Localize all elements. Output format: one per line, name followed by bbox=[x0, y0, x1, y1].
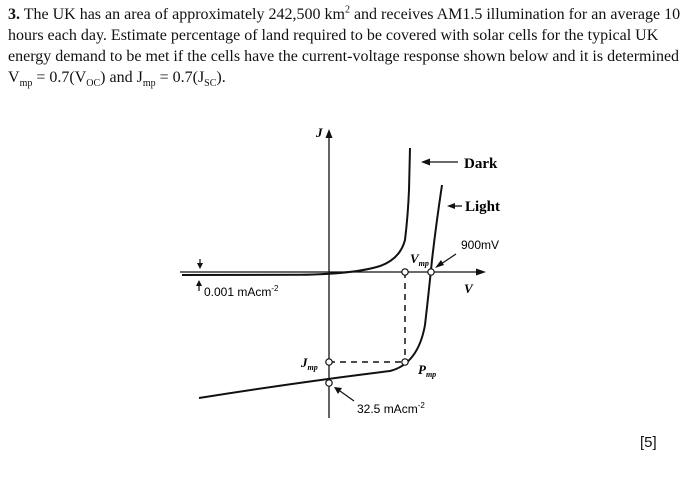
km-exponent: 2 bbox=[344, 4, 350, 16]
question-part-2: and receives AM1.5 illumination for an average 10 hours each day. Estimate percentage of land required to be covered with solar cells for the typical UK energy demand to be met if the cells have the current-voltage response shown below and it is determined V bbox=[8, 6, 681, 86]
voc-arrowhead bbox=[435, 260, 444, 268]
dark-current-up-arrowhead bbox=[196, 280, 202, 286]
pmp-label-main: P bbox=[418, 362, 426, 377]
voc-label: 900mV bbox=[461, 238, 500, 252]
y-axis-label: J bbox=[316, 125, 323, 140]
question-part-4: ) and J bbox=[100, 69, 143, 86]
jmp-label-main: J bbox=[301, 355, 308, 370]
jsc-subscript: SC bbox=[204, 78, 217, 90]
dark-current-down-arrowhead bbox=[197, 263, 203, 269]
jmp-subscript: mp bbox=[142, 78, 156, 90]
x-axis-label: V bbox=[464, 281, 473, 296]
jmp-point bbox=[326, 359, 332, 365]
dark-current-exponent: -2 bbox=[271, 284, 279, 293]
voc-pointer-arrow bbox=[441, 254, 456, 264]
dark-iv-curve bbox=[182, 148, 410, 275]
dark-label: Dark bbox=[464, 156, 498, 172]
voc-subscript: OC bbox=[86, 78, 101, 90]
pmp-label bbox=[418, 362, 436, 379]
question-number: 3. bbox=[8, 6, 20, 23]
jmp-label bbox=[300, 355, 318, 372]
question-part-5: = 0.7(J bbox=[155, 69, 205, 86]
vmp-label-sub: mp bbox=[418, 259, 429, 268]
marks-allocation: [5] bbox=[640, 434, 657, 451]
jsc-exponent: -2 bbox=[417, 401, 425, 410]
vmp-point bbox=[402, 269, 408, 275]
light-label: Light bbox=[465, 199, 501, 215]
question-part-6: ). bbox=[216, 69, 226, 86]
jsc-point bbox=[326, 380, 332, 386]
vmp-label-main: V bbox=[410, 251, 419, 266]
question-part-3: = 0.7(V bbox=[32, 69, 87, 86]
jsc-pointer-arrow bbox=[340, 391, 354, 401]
x-axis-arrowhead bbox=[476, 269, 486, 276]
jsc-label bbox=[357, 401, 425, 416]
jmp-label-sub: mp bbox=[307, 363, 318, 372]
vmp-label bbox=[410, 251, 429, 268]
dark-current-label bbox=[204, 284, 279, 299]
pmp-label-sub: mp bbox=[425, 370, 437, 379]
dark-current-value: 0.001 mAcm bbox=[204, 285, 272, 299]
pmp-point bbox=[402, 359, 408, 365]
jsc-value: 32.5 mAcm bbox=[357, 402, 418, 416]
question-part-1: The UK has an area of approximately 242,500 km bbox=[20, 6, 345, 23]
vmp-subscript: mp bbox=[19, 78, 33, 90]
light-arrowhead bbox=[447, 203, 455, 209]
dark-arrowhead bbox=[421, 159, 430, 166]
jsc-arrowhead bbox=[334, 387, 342, 394]
voc-point bbox=[428, 269, 434, 275]
y-axis-arrowhead bbox=[326, 129, 333, 138]
